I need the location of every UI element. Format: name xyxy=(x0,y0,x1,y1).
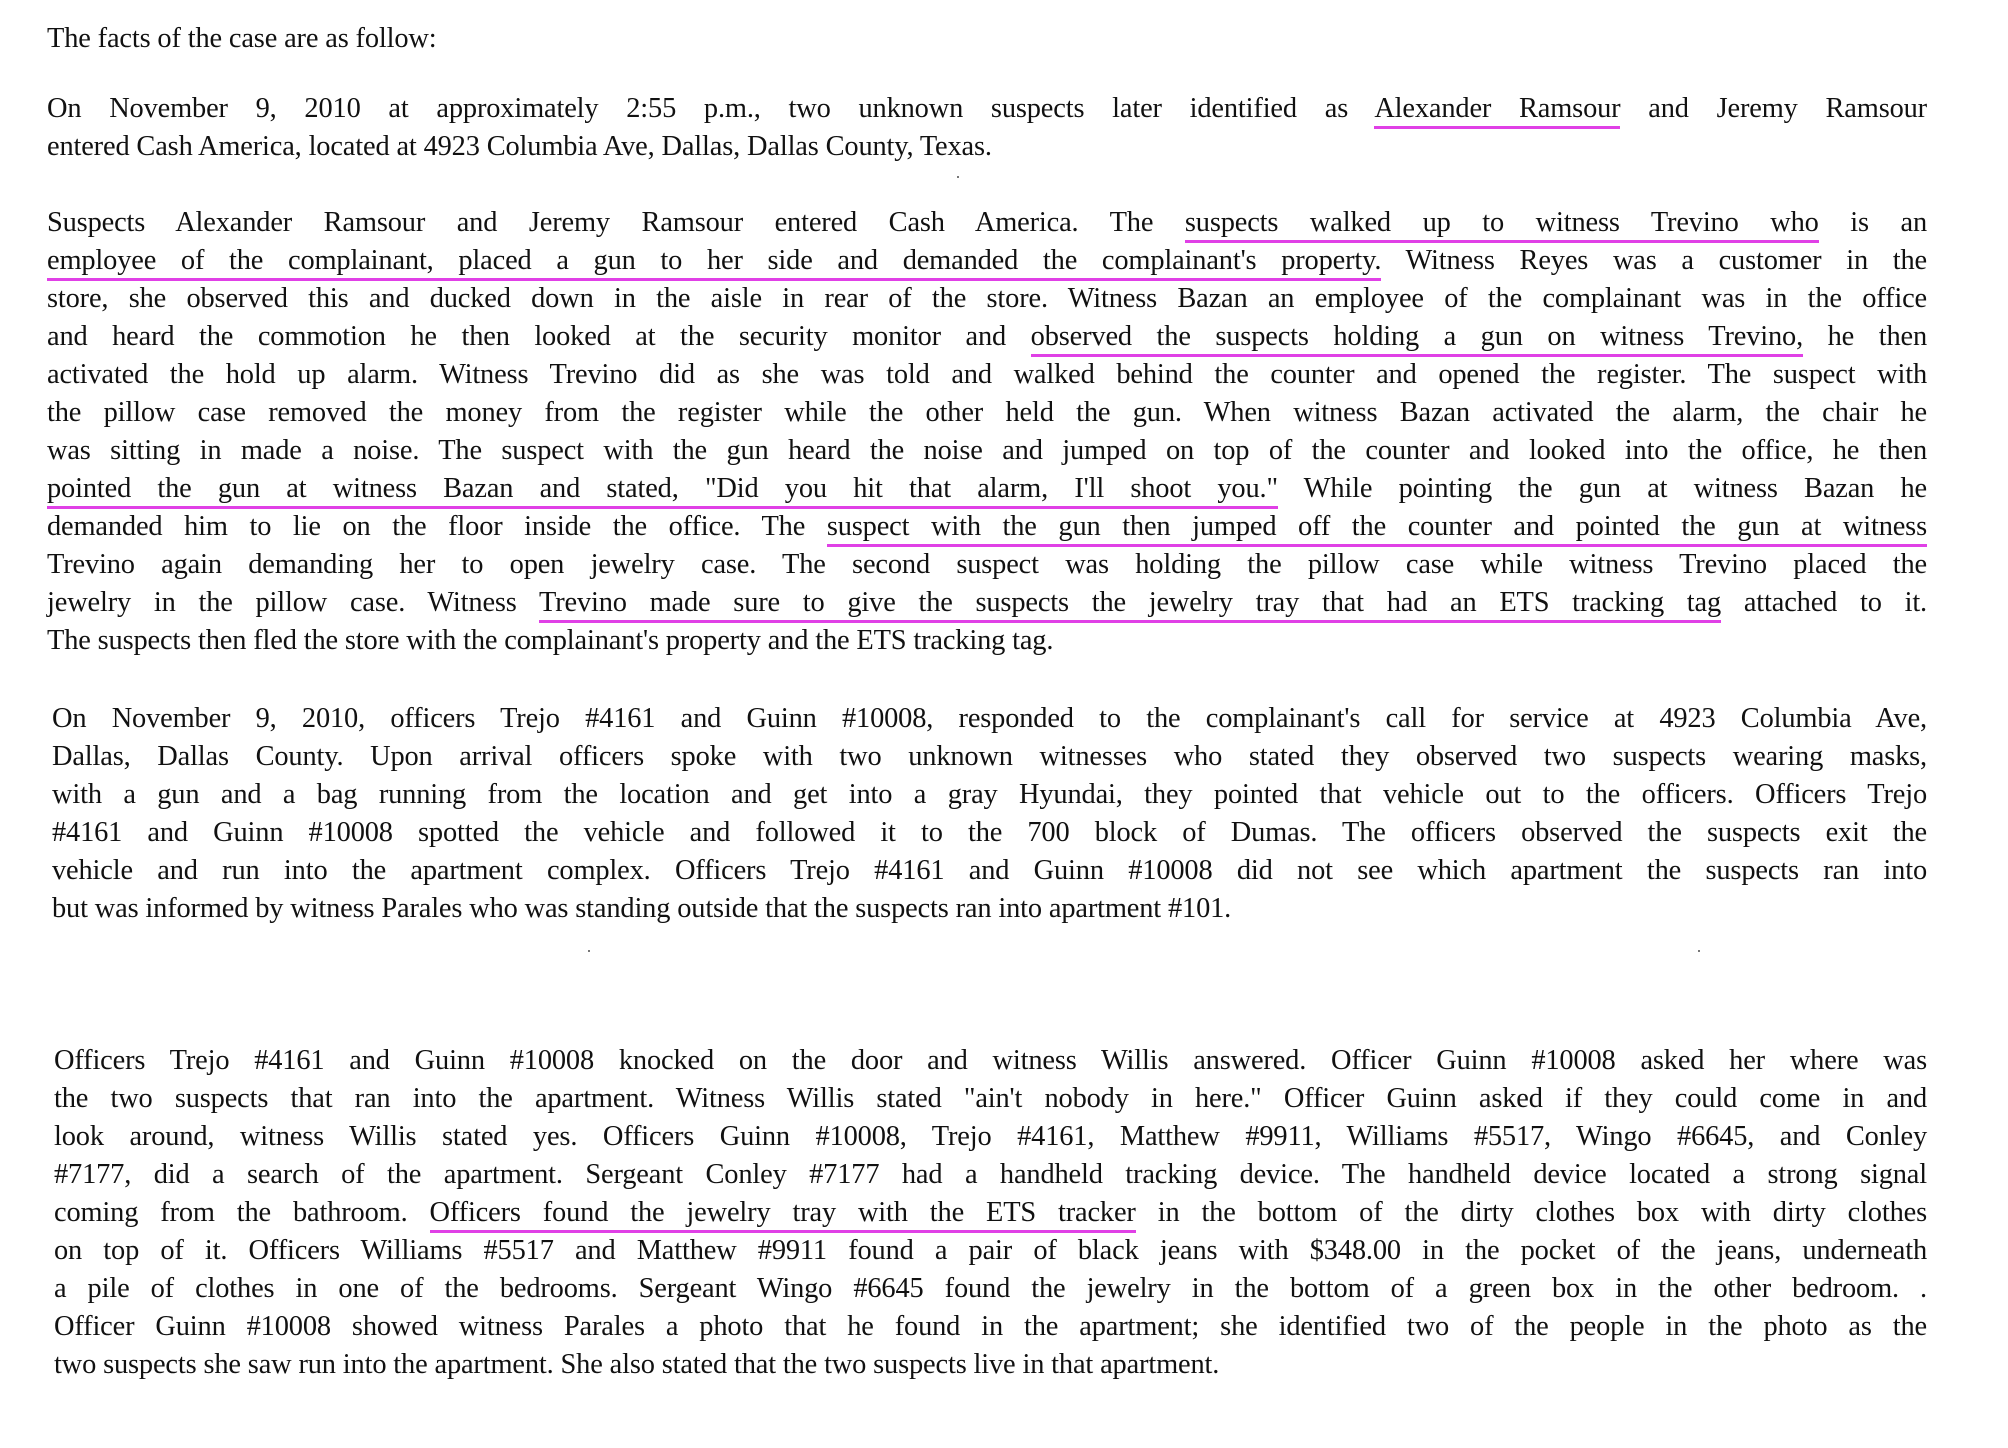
text-span: store, she observed this and ducked down in the aisle in rear of the store. Witness Bazan an employee of the complainant was in the office xyxy=(47,283,1927,314)
text-line xyxy=(47,280,1927,318)
scan-speck xyxy=(588,950,590,952)
text-span: but was informed by witness Parales who was standing outside that the suspects ran into apartment #101. xyxy=(52,893,1232,924)
text-span: and Jeremy Ramsour xyxy=(1620,93,1927,124)
text-line xyxy=(52,814,1927,852)
text-span: On November 9, 2010, officers Trejo #4161 and Guinn #10008, responded to the complainant's call for service at 4923 Columbia Ave, xyxy=(52,703,1927,734)
paragraph-1 xyxy=(47,90,1927,166)
text-span: Witness Reyes was a customer in the xyxy=(1381,245,1927,276)
text-line xyxy=(47,90,1927,128)
text-span: Dallas, Dallas County. Upon arrival officers spoke with two unknown witnesses who stated they observed two suspects wearing masks, xyxy=(52,741,1927,772)
scan-speck xyxy=(957,176,959,178)
text-line xyxy=(52,776,1927,814)
text-span: is an xyxy=(1818,207,1928,238)
text-span: he then xyxy=(1803,321,1927,352)
text-span: Suspects Alexander Ramsour and Jeremy Ramsour entered Cash America. The xyxy=(47,207,1185,238)
text-line xyxy=(54,1042,1927,1080)
text-line xyxy=(54,1232,1927,1270)
text-line xyxy=(52,700,1927,738)
scan-speck xyxy=(1698,950,1700,952)
paragraph-4 xyxy=(54,1042,1927,1384)
highlighted-phrase: observed the suspects holding a gun on witness Trevino, xyxy=(1031,321,1803,357)
text-line xyxy=(52,738,1927,776)
text-line xyxy=(54,1156,1927,1194)
text-line xyxy=(47,432,1927,470)
text-span: On November 9, 2010 at approximately 2:55 p.m., two unknown suspects later identified as xyxy=(47,93,1375,124)
text-line xyxy=(47,128,1927,166)
text-span: two suspects she saw run into the apartment. She also stated that the two suspects live in that apartment. xyxy=(54,1349,1220,1380)
text-span: vehicle and run into the apartment complex. Officers Trejo #4161 and Guinn #10008 did not see which apartment the suspects ran into xyxy=(52,855,1927,886)
highlighted-phrase: suspects walked up to witness Trevino who xyxy=(1185,207,1819,243)
text-span: in the bottom of the dirty clothes box with dirty clothes xyxy=(1135,1197,1927,1228)
highlighted-phrase: suspect with the gun then jumped off the counter and pointed the gun at witness xyxy=(827,511,1927,547)
text-line xyxy=(54,1118,1927,1156)
text-span: entered Cash America, located at 4923 Columbia Ave, Dallas, Dallas County, Texas. xyxy=(47,131,992,162)
text-span: Trevino again demanding her to open jewelry case. The second suspect was holding the pillow case while witness Trevino placed the xyxy=(47,549,1927,580)
text-span: was sitting in made a noise. The suspect with the gun heard the noise and jumped on top of the counter and looked into the office, he then xyxy=(47,435,1927,466)
text-line xyxy=(47,508,1927,546)
highlighted-phrase: pointed the gun at witness Bazan and stated, "Did you hit that alarm, I'll shoot you." xyxy=(47,473,1278,509)
text-span: a pile of clothes in one of the bedrooms. Sergeant Wingo #6645 found the jewelry in the bottom of a green box in the other bedroom. . xyxy=(54,1273,1927,1304)
paragraph-3 xyxy=(52,700,1927,928)
text-span: jewelry in the pillow case. Witness xyxy=(47,587,539,618)
text-span: Officer Guinn #10008 showed witness Parales a photo that he found in the apartment; she identified two of the people in the photo as the xyxy=(54,1311,1927,1342)
text-span: coming from the bathroom. xyxy=(54,1197,430,1228)
text-line xyxy=(47,470,1927,508)
text-line xyxy=(47,546,1927,584)
text-span: with a gun and a bag running from the location and get into a gray Hyundai, they pointed that vehicle out to the officers. Officers Trejo xyxy=(52,779,1927,810)
intro-line xyxy=(47,20,1927,58)
text-span: on top of it. Officers Williams #5517 and Matthew #9911 found a pair of black jeans with $348.00 in the pocket of the jeans, underneath xyxy=(54,1235,1927,1266)
highlighted-phrase: employee of the complainant, placed a gun to her side and demanded the complainant's property. xyxy=(47,245,1381,281)
text-span: and heard the commotion he then looked at the security monitor and xyxy=(47,321,1031,352)
text-line xyxy=(54,1194,1927,1232)
highlighted-phrase: Trevino made sure to give the suspects the jewelry tray that had an ETS tracking tag xyxy=(539,587,1721,623)
text-line xyxy=(54,1346,1927,1384)
text-span: look around, witness Willis stated yes. Officers Guinn #10008, Trejo #4161, Matthew #9911, Williams #5517, Wingo #6645, and Conley xyxy=(54,1121,1927,1152)
text-line xyxy=(52,852,1927,890)
text-line xyxy=(47,204,1927,242)
text-span: attached to it. xyxy=(1721,587,1928,618)
text-span: Officers Trejo #4161 and Guinn #10008 knocked on the door and witness Willis answered. Officer Guinn #10008 asked her where was xyxy=(54,1045,1927,1076)
text-line xyxy=(47,622,1927,660)
text-span: #4161 and Guinn #10008 spotted the vehicle and followed it to the 700 block of Dumas. The officers observed the suspects exit the xyxy=(52,817,1927,848)
text-line xyxy=(47,394,1927,432)
text-line xyxy=(54,1080,1927,1118)
text-line xyxy=(54,1308,1927,1346)
text-span: activated the hold up alarm. Witness Trevino did as she was told and walked behind the counter and opened the register. The suspect with xyxy=(47,359,1927,390)
text-span: The suspects then fled the store with the complainant's property and the ETS tracking tag. xyxy=(47,625,1054,656)
text-line xyxy=(52,890,1927,928)
text-span: While pointing the gun at witness Bazan he xyxy=(1277,473,1927,504)
text-span: the two suspects that ran into the apartment. Witness Willis stated "ain't nobody in here." Officer Guinn asked if they could come in and xyxy=(54,1083,1927,1114)
text-span: #7177, did a search of the apartment. Sergeant Conley #7177 had a handheld tracking device. The handheld device located a strong signal xyxy=(54,1159,1927,1190)
text-line xyxy=(47,356,1927,394)
highlighted-phrase: Alexander Ramsour xyxy=(1374,93,1620,129)
text-span: the pillow case removed the money from the register while the other held the gun. When witness Bazan activated the alarm, the chair he xyxy=(47,397,1927,428)
text-line xyxy=(47,584,1927,622)
intro-text: The facts of the case are as follow: xyxy=(47,23,437,54)
text-line xyxy=(47,318,1927,356)
highlighted-phrase: Officers found the jewelry tray with the ETS tracker xyxy=(430,1197,1136,1233)
text-line xyxy=(54,1270,1927,1308)
paragraph-2 xyxy=(47,204,1927,660)
text-span: demanded him to lie on the floor inside the office. The xyxy=(47,511,827,542)
text-line xyxy=(47,242,1927,280)
